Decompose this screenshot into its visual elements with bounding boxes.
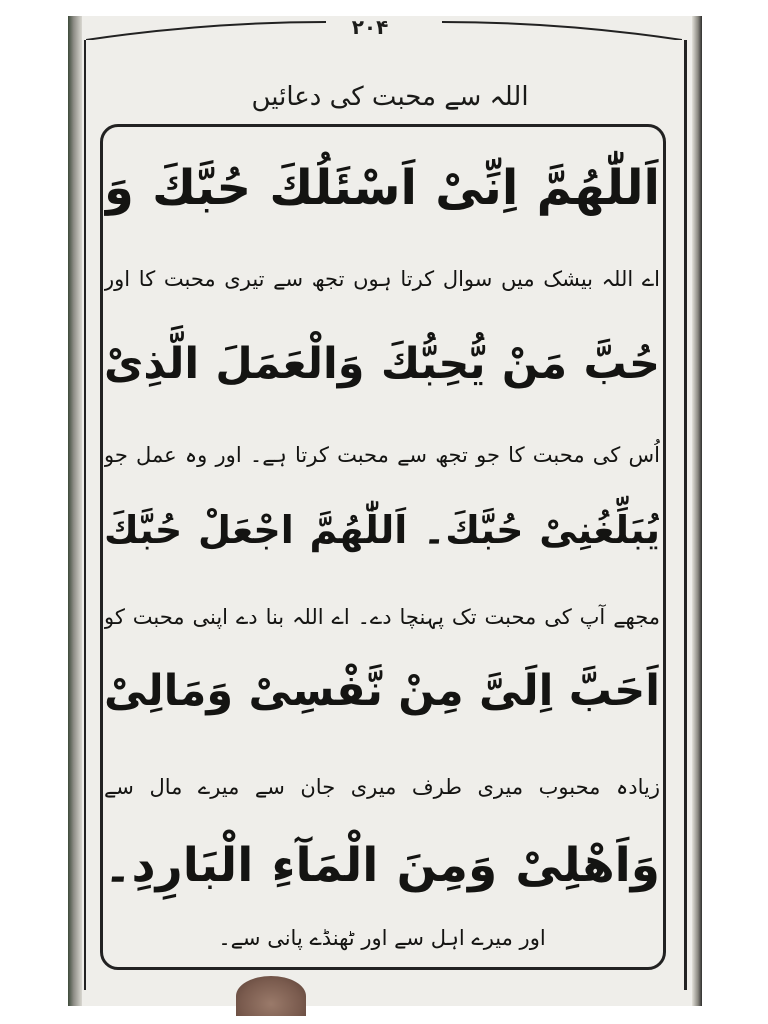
page-number: ۲۰۴ (351, 15, 389, 39)
urdu-translation-2: اُس کی محبت کا جو تجھ سے محبت کرتا ہے۔ اور وہ عمل جو (104, 443, 660, 467)
page-title: اللہ سے محبت کی دعائیں (251, 82, 529, 112)
book-binding-edge (68, 16, 82, 1006)
urdu-translation-3: مجھے آپ کی محبت تک پہنچا دے۔ اے اللہ بنا دے اپنی محبت کو (104, 605, 660, 629)
thumb-holding-page (236, 976, 306, 1016)
urdu-translation-4: زیادہ محبوب میری طرف میری جان سے میرے مال سے (104, 775, 660, 799)
arabic-line-4: اَحَبَّ اِلَىَّ مِنْ نَّفْسِىْ وَمَالِىْ (104, 666, 660, 716)
arabic-line-5: وَاَهْلِىْ وَمِنَ الْمَآءِ الْبَارِدِ۔ (104, 838, 660, 893)
urdu-translation-1: اے اللہ بیشک میں سوال کرتا ہوں تجھ سے تیری محبت کا اور (104, 267, 660, 291)
arabic-line-3: يُبَلِّغُنِىْ حُبَّكَ۔ اَللّٰهُمَّ اجْعَلْ حُبَّكَ (104, 508, 660, 552)
page-right-edge (692, 16, 702, 1006)
urdu-translation-5: اور میرے اہل سے اور ٹھنڈے پانی سے۔ (218, 926, 546, 950)
arabic-line-2: حُبَّ مَنْ يُّحِبُّكَ وَالْعَمَلَ الَّذِىْ (104, 339, 660, 389)
arabic-line-1: اَللّٰهُمَّ اِنِّیْ اَسْئَلُكَ حُبَّكَ وَ (104, 160, 660, 216)
